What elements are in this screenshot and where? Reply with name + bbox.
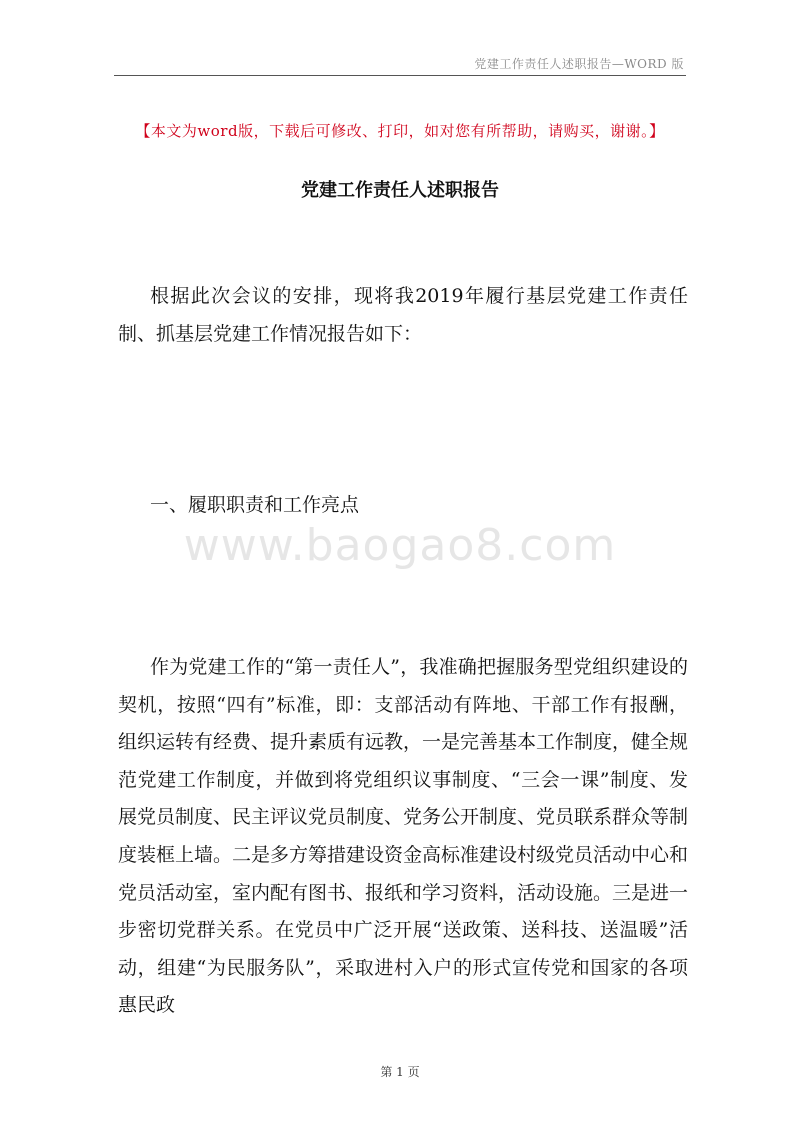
page-number: 第 1 页 <box>380 1065 420 1079</box>
running-header: 党建工作责任人述职报告—WORD 版 <box>474 57 684 71</box>
download-notice: 【本文为word版，下载后可修改、打印，如对您有所帮助，请购买，谢谢。】 <box>135 122 665 140</box>
body-paragraph: 作为党建工作的“第一责任人”，我准确把握服务型党组织建设的契机，按照“四有”标准，即：支部活动有阵地、干部工作有报酬，组织运转有经费、提升素质有远教，一是完善基本工作制度，健全规范党建工作制度，并做到将党组织议事制度、“三会一课”制度、发展党员制度、民主评议党员制度、党务公开制度、党员联系群众等制度装框上墙。二是多方筹措建设资金高标准建设村级党员活动中心和党员活动室，室内配有图书、报纸和学习资料，活动设施。三是进一步密切党群关系。在党员中广泛开展“送政策、送科技、送温暖”活动，组建“为民服务队”，采取进村入户的形式宣传党和国家的各项惠民政 <box>118 656 689 1017</box>
intro-paragraph: 根据此次会议的安排，现将我2019年履行基层党建工作责任制、抓基层党建工作情况报告如下： <box>118 285 688 345</box>
watermark-text: www.baogao8.com <box>183 520 617 571</box>
section-heading: 一、履职职责和工作亮点 <box>150 494 360 516</box>
document-title: 党建工作责任人述职报告 <box>301 180 499 201</box>
header-divider <box>114 75 686 76</box>
